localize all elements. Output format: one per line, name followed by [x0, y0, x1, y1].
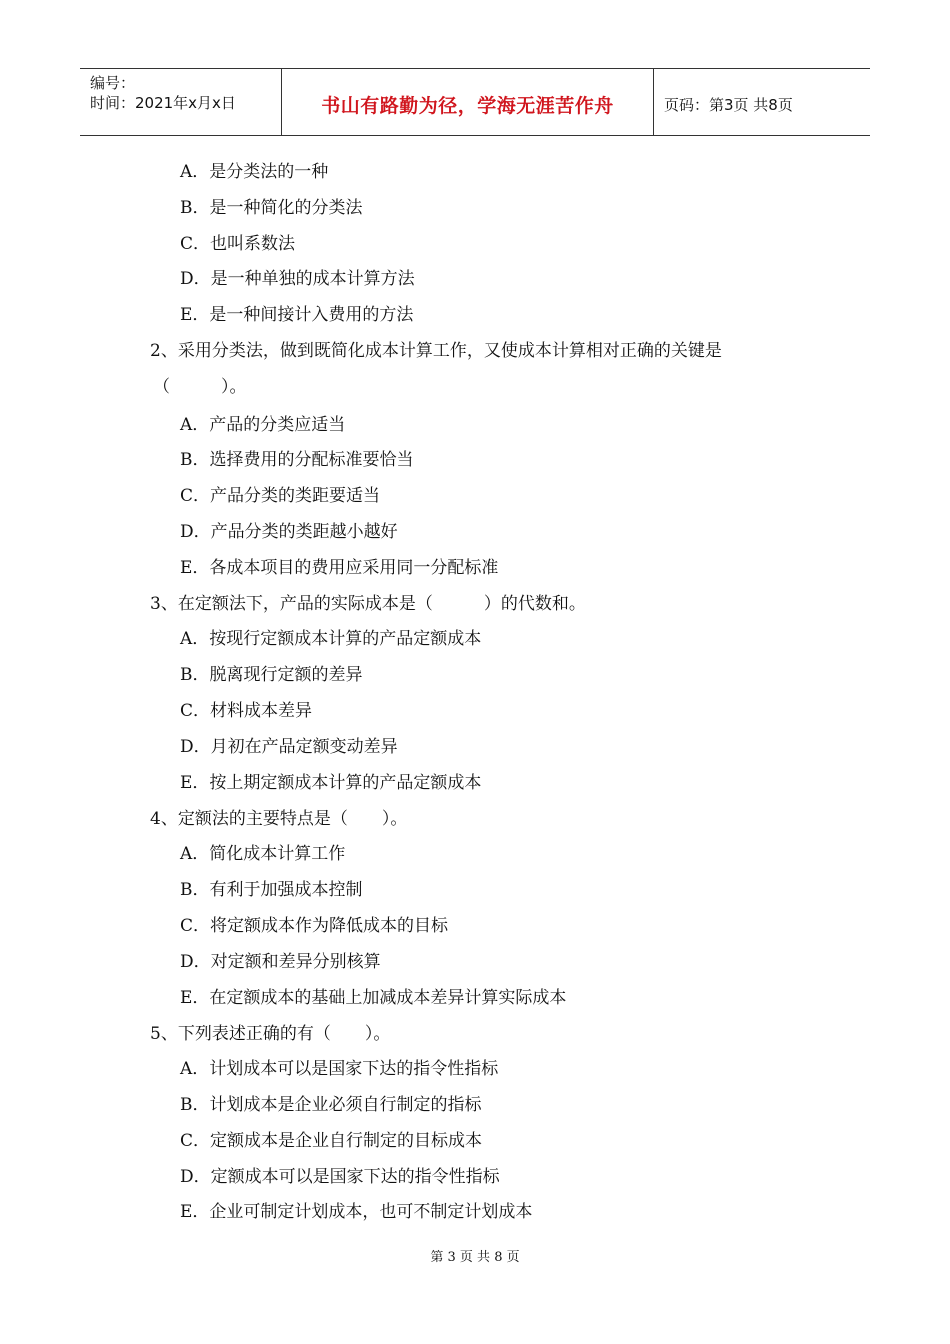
page-header: [80, 68, 870, 136]
header-page-info: 页码：第3页 共8页: [664, 95, 793, 114]
answer-option: C．产品分类的类距要适当: [180, 486, 381, 506]
time-label: 时间：2021年x月x日: [90, 94, 236, 112]
answer-option: C．也叫系数法: [180, 234, 296, 254]
answer-option: E．按上期定额成本计算的产品定额成本: [180, 773, 482, 793]
answer-option: D．定额成本可以是国家下达的指令性指标: [180, 1167, 500, 1187]
answer-option: E．是一种间接计入费用的方法: [180, 305, 414, 325]
answer-option: D．是一种单独的成本计算方法: [180, 269, 415, 289]
answer-option: A．是分类法的一种: [180, 162, 329, 182]
answer-option: A．产品的分类应适当: [180, 415, 346, 435]
answer-option: C．定额成本是企业自行制定的目标成本: [180, 1131, 483, 1151]
answer-option: B．是一种简化的分类法: [180, 198, 363, 218]
answer-option: C．材料成本差异: [180, 701, 313, 721]
answer-option: E．企业可制定计划成本，也可不制定计划成本: [180, 1202, 533, 1222]
answer-option: E．各成本项目的费用应采用同一分配标准: [180, 558, 499, 578]
answer-option: D．月初在产品定额变动差异: [180, 737, 398, 757]
question-text: 3、在定额法下，产品的实际成本是（ ）的代数和。: [150, 594, 586, 614]
question-text: 4、定额法的主要特点是（ ）。: [150, 809, 408, 829]
question-text: 2、采用分类法，做到既简化成本计算工作，又使成本计算相对正确的关键是: [150, 341, 722, 361]
answer-option: A．简化成本计算工作: [180, 844, 346, 864]
header-meta: [80, 69, 282, 135]
answer-option: D．对定额和差异分别核算: [180, 952, 381, 972]
answer-option: D．产品分类的类距越小越好: [180, 522, 398, 542]
page-footer: 第 3 页 共 8 页: [430, 1250, 520, 1265]
question-text: （ ）。: [153, 377, 247, 397]
answer-option: B．有利于加强成本控制: [180, 880, 363, 900]
answer-option: B．选择费用的分配标准要恰当: [180, 450, 414, 470]
number-label: 编号：: [90, 74, 136, 92]
answer-option: B．计划成本是企业必须自行制定的指标: [180, 1095, 482, 1115]
header-motto: 书山有路勤为径，学海无涯苦作舟: [282, 69, 654, 135]
question-text: 5、下列表述正确的有（ ）。: [150, 1024, 391, 1044]
answer-option: A．计划成本可以是国家下达的指令性指标: [180, 1059, 499, 1079]
answer-option: A．按现行定额成本计算的产品定额成本: [180, 629, 482, 649]
answer-option: B．脱离现行定额的差异: [180, 665, 363, 685]
answer-option: E．在定额成本的基础上加减成本差异计算实际成本: [180, 988, 567, 1008]
answer-option: C．将定额成本作为降低成本的目标: [180, 916, 449, 936]
